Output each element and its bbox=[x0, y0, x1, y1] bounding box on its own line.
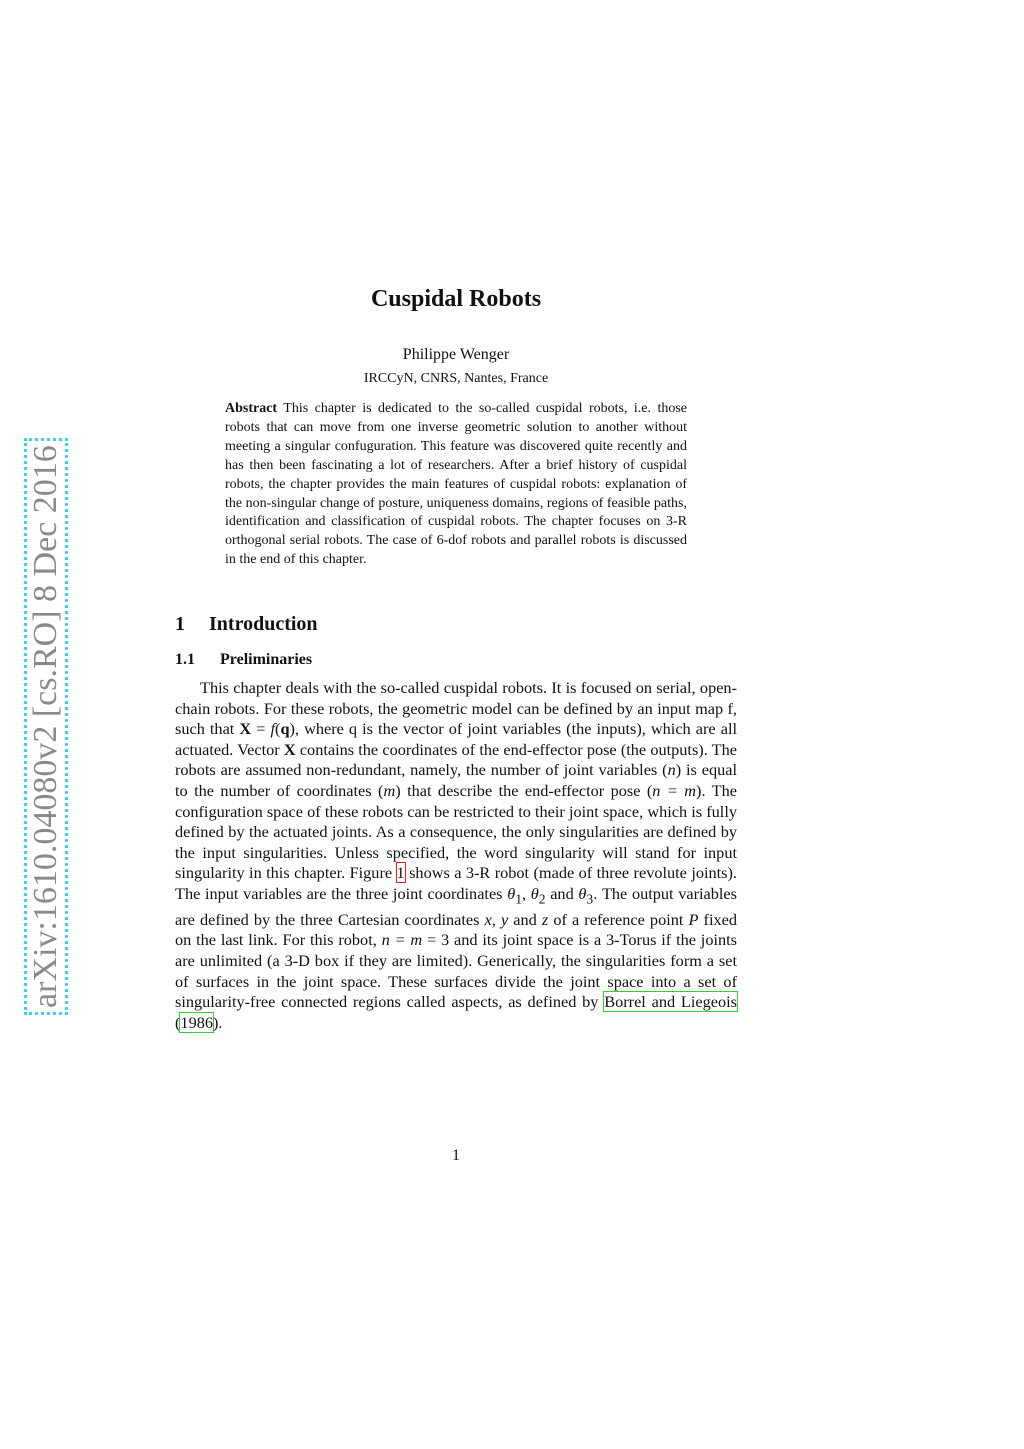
figure-ref-link[interactable]: 1 bbox=[396, 863, 405, 883]
citation-year-link[interactable]: 1986 bbox=[180, 1012, 213, 1032]
subsection-number: 1.1 bbox=[175, 651, 195, 668]
paper-title: Cuspidal Robots bbox=[370, 286, 542, 312]
section-number: 1 bbox=[175, 613, 185, 635]
section-heading bbox=[175, 613, 318, 636]
subsection-title: Preliminaries bbox=[220, 651, 313, 668]
body-paragraph: This chapter deals with the so-called cuspidal robots. It is focused on serial, open-chain robots. For these robots, the geometric model can be defined by an input map f, such that X = f(q), where q is the vector of joint variables (the inputs), which are all actuated. Vector X contains the coordinates of the end-effector pose (the outputs). The robots are assumed non-redundant, namely, the number of joint variables (n) is equal to the number of coordinates (m) that describe the end-effector pose (n = m). The configuration space of these robots can be restricted to their joint space, which is fully defined by the actuated joints. As a consequence, the only singularities are defined by the input singularities. Unless specified, the word singularity will stand for input singularity in this chapter. Figure 1 shows a 3-R robot (made of three revolute joints). The input variables are the three joint coordinates $\theta_1$, $\theta_2$ and $\theta_3$. The output variables are defined by the three Cartesian coordinates x, y and z of a reference point P fixed on the last link. For this robot, n = m = 3 and its joint space is a 3-Torus if the joints are unlimited (a 3-D box if they are limited). Generically, the singularities form a set of surfaces in the joint space. These surfaces divide the joint space into a set of singularity-free connected regions called aspects, as defined by Borrel and Liegeois (1986). bbox=[175, 678, 737, 1032]
citation-authors-link[interactable]: Borrel and Liegeois bbox=[604, 992, 737, 1012]
abstract bbox=[225, 400, 687, 570]
arxiv-identifier[interactable]: arXiv:1610.04080v2 [cs.RO] 8 Dec 2016 bbox=[24, 438, 68, 1015]
abstract-label: Abstract bbox=[225, 401, 278, 416]
author-name: Philippe Wenger bbox=[402, 346, 510, 363]
abstract-text: This chapter is dedicated to the so-called cuspidal robots, i.e. those robots that can move from one inverse geometric solution to another without meeting a singular confuguration. This feature was discovered quite recently and has then been fascinating a lot of researchers. After a brief history of cuspidal robots, the chapter provides the main features of cuspidal robots: explanation of the non-singular change of posture, uniqueness domains, regions of feasible paths, identification and classification of cuspidal robots. The chapter focuses on 3-R orthogonal serial robots. The case of 6-dof robots and parallel robots is discussed in the end of this chapter. bbox=[225, 401, 688, 568]
subsection-heading bbox=[175, 651, 312, 669]
affiliation: IRCCyN, CNRS, Nantes, France bbox=[363, 371, 549, 386]
page-number: 1 bbox=[452, 1147, 460, 1164]
section-title: Introduction bbox=[209, 613, 318, 635]
